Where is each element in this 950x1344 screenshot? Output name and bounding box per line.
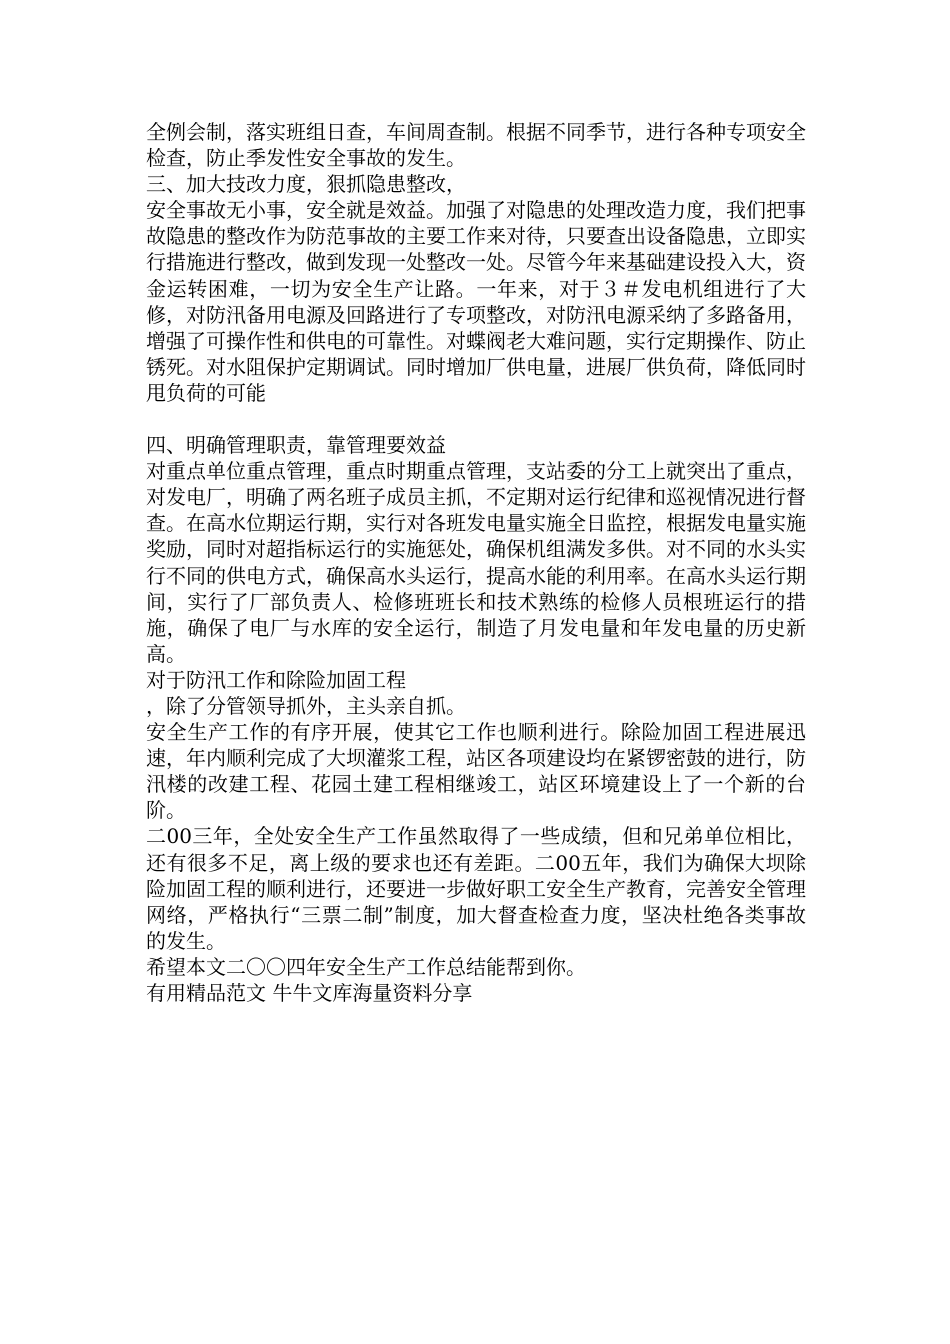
paragraph-shortcomings-plan: 二00三年，全处安全生产工作虽然取得了一些成绩，但和兄弟单位相比，还有很多不足，离上级的要求也还有差距。二00五年，我们为确保大坝除险加固工程的顺利进行，还要进一步做好职工安全生产教育，完善安全管理网络，严格执行“三票二制”制度，加大督查检查力度，坚决杜绝各类事故的发生。 [146,824,806,953]
paragraph-leadership: ，除了分管领导抓外，主头亲自抓。 [146,693,466,718]
footer-source-note: 有用精品范文 牛牛文库海量资料分享 [146,981,473,1005]
paragraph-inspection-system: 全例会制，落实班组日查，车间周查制。根据不同季节，进行各种专项安全检查，防止季发性安全事故的发生。 [146,120,806,171]
paragraph-hazard-rectification: 安全事故无小事，安全就是效益。加强了对隐患的处理改造力度，我们把事故隐患的整改作为防范事故的主要工作来对待，只要查出设备隐患，立即实行措施进行整改，做到发现一处整改一处。尽管今年来基础建设投入大，资金运转困难，一切为安全生产让路。一年来，对于３＃发电机组进行了大修，对防汛备用电源及回路进行了专项整改，对防汛电源采纳了多路备用，增强了可操作性和供电的可靠性。对蝶阀老大难问题，实行定期操作、防止锈死。对水阻保护定期调试。同时增加厂供电量，进展厂供负荷，降低同时甩负荷的可能 [146,198,806,405]
paragraph-key-management: 对重点单位重点管理，重点时期重点管理，支站委的分工上就突出了重点，对发电厂，明确了两名班子成员主抓，不定期对运行纪律和巡视情况进行督查。在高水位期运行期，实行对各班发电量实施全日监控，根据发电量实施奖励，同时对超指标运行的实施惩处，确保机组满发多供。对不同的水头实行不同的供电方式，确保高水头运行，提高水能的利用率。在高水头运行期间，实行了厂部负责人、检修班班长和技术熟练的检修人员根班运行的措施，确保了电厂与水库的安全运行，制造了月发电量和年发电量的历史新高。 [146,459,806,666]
paragraph-flood-control: 对于防汛工作和除险加固工程 [146,667,406,692]
heading-section-three: 三、加大技改力度，狠抓隐患整改， [146,172,466,197]
paragraph-construction-progress: 安全生产工作的有序开展，使其它工作也顺利进行。除险加固工程进展迅速，年内顺利完成了大坝灌浆工程，站区各项建设均在紧锣密鼓的进行，防汛楼的改建工程、花园土建工程相继竣工，站区环境建设上了一个新的台阶。 [146,720,806,823]
blank-line [146,406,806,432]
document-body [146,119,806,1006]
heading-section-four: 四、明确管理职责，靠管理要效益 [146,433,446,458]
paragraph-closing-wish: 希望本文二〇〇四年安全生产工作总结能帮到你。 [146,954,586,979]
